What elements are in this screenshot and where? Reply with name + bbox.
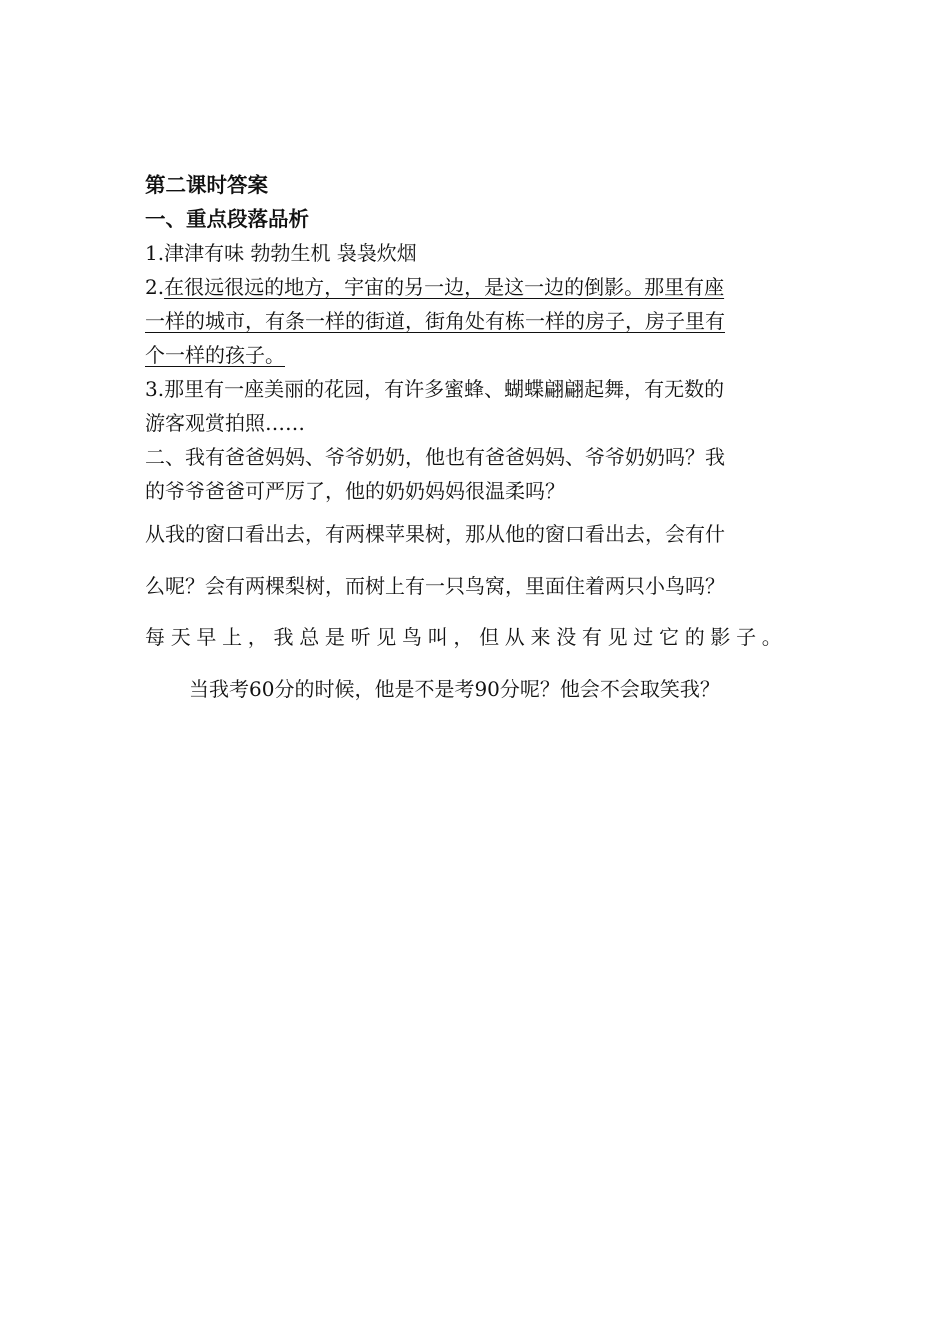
paragraph-line-1: 从我的窗口看出去，有两棵苹果树，那从他的窗口看出去，会有什 [145, 522, 725, 546]
page-title: 第二课时答案 [145, 173, 268, 197]
underlined-text: 一样的城市，有条一样的街道，街角处有栋一样的房子，房子里有 [145, 309, 725, 333]
section-2-line-2: 的爷爷爸爸可严厉了，他的奶奶妈妈很温柔吗？ [145, 479, 565, 503]
underlined-text: 在很远很远的地方，宇宙的另一边，是这一边的倒影。那里有座 [164, 275, 725, 299]
paragraph-line-2: 么呢？会有两棵梨树，而树上有一只鸟窝，里面住着两只小鸟吗？ [145, 574, 725, 598]
paragraph-line-3: 每天早上，我总是听见鸟叫，但从来没有见过它的影子。 [145, 625, 788, 649]
section-heading-1: 一、重点段落品析 [145, 207, 309, 231]
answer-item-2-number: 2. [145, 275, 165, 299]
answer-item-3-line-2: 游客观赏拍照…… [145, 411, 305, 435]
underlined-text: 个一样的孩子。 [145, 343, 285, 367]
answer-item-2-line-3 [145, 338, 817, 372]
answer-item-2-line-1 [145, 270, 817, 304]
answer-item-3-line-1: 3.那里有一座美丽的花园，有许多蜜蜂、蝴蝶翩翩起舞，有无数的 [145, 377, 725, 401]
answer-document [145, 168, 817, 716]
answer-item-1: 1.津津有味 勃勃生机 袅袅炊烟 [145, 241, 417, 265]
paragraph-line-4: 当我考60分的时候，他是不是考90分呢？他会不会取笑我？ [189, 677, 720, 701]
answer-item-2-line-2 [145, 304, 817, 338]
section-2-line-1: 二、我有爸爸妈妈、爷爷奶奶，他也有爸爸妈妈、爷爷奶奶吗？我 [145, 445, 725, 469]
